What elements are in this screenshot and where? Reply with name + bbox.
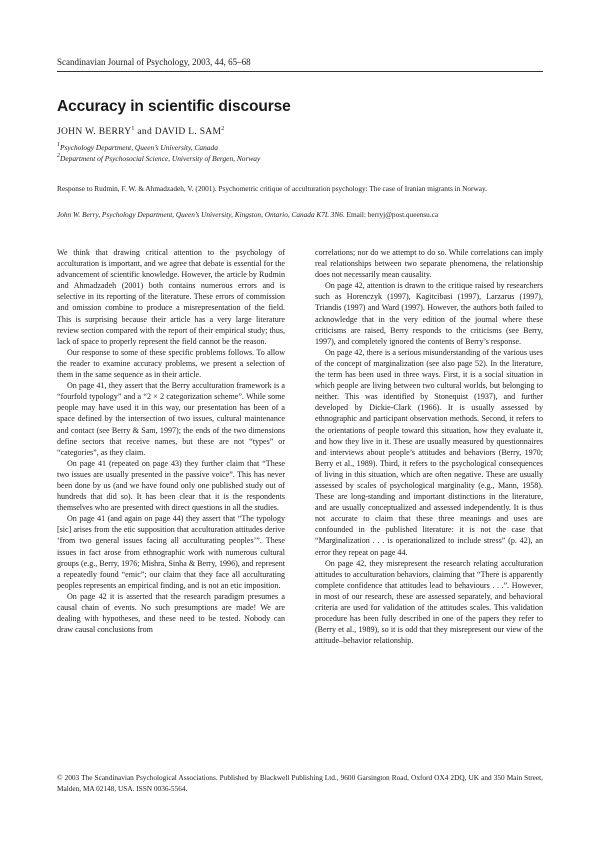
affiliation-mark: 2 — [221, 126, 225, 132]
contact-line — [57, 210, 543, 219]
affiliation-mark: 1 — [131, 126, 135, 132]
affiliation-text: Department of Psychosocial Science, University of Bergen, Norway — [60, 154, 261, 163]
affiliation-mark: 1 — [57, 142, 60, 148]
header-divider — [57, 71, 543, 72]
contact-email[interactable]: . Email: berryj@post.queensu.ca — [342, 210, 439, 219]
author-connector: and — [137, 127, 153, 137]
article-title: Accuracy in scientific discourse — [57, 98, 291, 115]
author-line — [57, 126, 225, 137]
body-paragraph: On page 41 (repeated on page 43) they further claim that “These two issues are usually presented in the passive voice”. This has never been done by us (and we have found only one published study out of hundreds that did so). It has been clear that it is the respondents themselves who are presented with direct questions in all the studies. — [57, 458, 285, 513]
affiliation-2 — [57, 153, 260, 163]
copyright-footer: © 2003 The Scandinavian Psychological Associations. Published by Blackwell Publishing Ltd., 9600 Garsington Road, Oxford OX4 2DQ, UK and 350 Main Street, Malden, MA 02148, USA. ISSN 0036-5564. — [57, 773, 543, 793]
body-column-left — [57, 247, 285, 635]
response-note: Response to Rudmin, F. W. & Ahmadzadeh, V. (2001). Psychometric critique of acculturation psychology: The case of Iranian migrants in Norway. — [57, 184, 487, 193]
body-paragraph: On page 41, they assert that the Berry acculturation framework is a “fourfold typology” and a “2 × 2 categorization scheme”. While some people may have used it in this way, our presentation has been of a space defined by the intersection of two issues, cultural maintenance and contact (see Berry & Sam, 1997); the ends of the two dimensions define sectors that receive names, but these are not “types” or “categories”, as they claim. — [57, 381, 285, 457]
body-paragraph: On page 42, there is a serious misunderstanding of the various uses of the concept of marginalization (see also page 52). In the literature, the term has been used in three ways. First, it is a social situation in which people are living between two cultural worlds, but belonging to neither. This was identified by Stonequist (1937), and further developed by Dickie-Clark (1966). It is usually assessed by ethnographic and participant observation methods. Second, it refers to the orientations of people toward this situation, how they evaluate it, and how they live in it. These are usually measured by questionnaires and interviews about people’s attitudes and behaviors (Berry, 1970; Berry et al., 1989). Third, it refers to the psychological consequences of living in this situation, which are often negative. These are usually assessed by scales of psychological marginality (e.g., Mann, 1958). These are long-standing and important distinctions in the literature, and are usually conceptualized and assessed independently. It is thus not accurate to claim that these three meanings and uses are confounded in the published literature: it is not the case that “Marginalization . . . is operationalized to include stress” (p. 42), an error they repeat on page 44. — [315, 347, 543, 557]
body-paragraph: We think that drawing critical attention to the psychology of acculturation is important, and we agree that debate is essential for the advancement of scientific knowledge. However, the article by Rudmin and Ahmadzadeh (2001) both contains numerous errors and is selective in its reporting of the literature. These errors of commission and omission combine to produce a misrepresentation of the field. This is surprising because their article has a very large literature review section compared with the report of their empirical study; thus, lack of space to properly represent the field cannot be the reason. — [57, 248, 285, 346]
author-name: DAVID L. SAM — [154, 127, 222, 137]
affiliation-text: Psychology Department, Queen’s University, Canada — [60, 143, 218, 152]
body-paragraph: On page 42 it is asserted that the research paradigm presumes a causal chain of events. No such presumptions are made! We are dealing with hypotheses, and these need to be tested. Nobody can draw causal conclusions from — [57, 591, 285, 635]
body-paragraph: On page 42, they misrepresent the research relating acculturation attitudes to acculturation behaviors, claiming that “There is apparently complete confidence that attitudes lead to behaviours . . .”. However, in most of our research, these are assessed separately, and behavioral criteria are used for validation of the attitudes scales. This validation procedure has been fully described in one of the papers they refer to (Berry et al., 1989), so it is odd that they misrepresent our view of the attitude–behavior relationship. — [315, 558, 543, 646]
affiliation-mark: 2 — [57, 153, 60, 159]
running-head: Scandinavian Journal of Psychology, 2003, 44, 65–68 — [57, 57, 251, 67]
body-paragraph: On page 42, attention is drawn to the critique raised by researchers such as Horenczyk (1997), Kagitcibasi (1997), Larzarus (1997), Triandis (1997) and Ward (1997). However, the authors both failed to acknowledge that in the very edition of the journal where these criticisms are raised, Berry responds to the criticisms (see Berry, 1997), and completely ignored the contents of Berry’s response. — [315, 281, 543, 346]
body-paragraph: Our response to some of these specific problems follows. To allow the reader to examine accuracy problems, we present a selection of them in the same sequence as in their article. — [57, 347, 285, 380]
body-paragraph: On page 41 (and again on page 44) they assert that “The typology [sic] arises from the etic supposition that acculturation attitudes derive ‘from two general issues facing all acculturating peoples’”. These issues in fact arose from ethnographic work with numerous cultural groups (e.g., Berry, 1976; Mishra, Sinha & Berry, 1996), and represent a repeatedly found “emic”; our claim that they face all acculturating peoples represents an empirical finding, and is not an etic imposition. — [57, 514, 285, 590]
body-column-right — [315, 247, 543, 646]
author-name: JOHN W. BERRY — [57, 127, 132, 137]
contact-address: John W. Berry, Psychology Department, Queen’s University, Kingston, Ontario, Canada K7L 3N6 — [57, 210, 343, 219]
body-paragraph: correlations; nor do we attempt to do so. While correlations can imply real relationships between two separate phenomena, the relationship does not necessarily mean causality. — [315, 248, 543, 280]
affiliation-1 — [57, 142, 218, 152]
